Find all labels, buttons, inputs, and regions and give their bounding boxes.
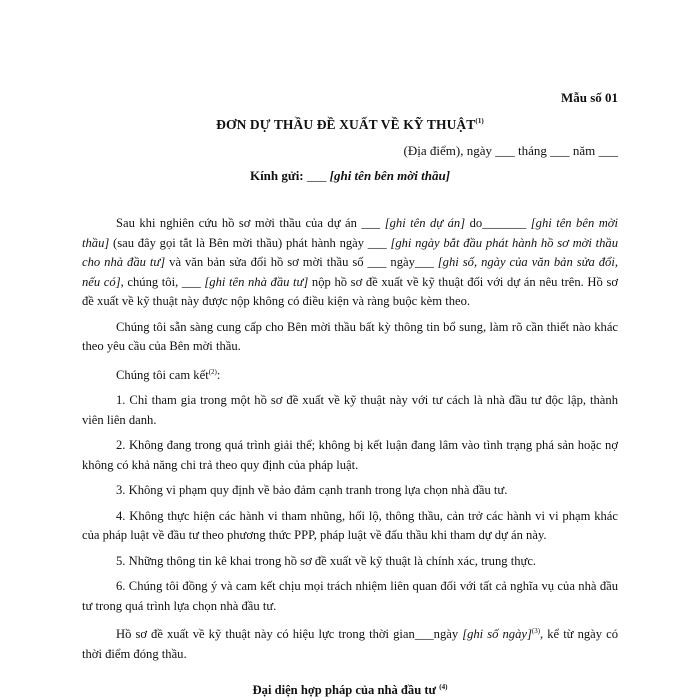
placeholder-text: [ghi số, ngày của văn bản sửa đổi, nếu có] <box>82 255 618 289</box>
paragraph-text: nộp hồ sơ đề xuất về kỹ thuật đối với dự án nêu trên. Hồ sơ đề xuất về kỹ thuật này được nộp không có điều kiện và ràng buộc kèm theo. <box>82 274 619 308</box>
recipient-line <box>0 168 700 184</box>
paragraph-text: Hồ sơ đề xuất về kỹ thuật này có hiệu lực trong thời gian___ngày <box>116 627 463 641</box>
title-footnote-ref: (1) <box>475 117 484 125</box>
paragraph-text: Sau khi nghiên cứu hồ sơ mời thầu của dự án ___ <box>116 216 385 230</box>
document-title <box>0 117 700 133</box>
body-paragraph <box>82 214 618 312</box>
body-paragraph <box>82 507 618 546</box>
paragraph-text: Chúng tôi sẵn sàng cung cấp cho Bên mời thầu bất kỳ thông tin bổ sung, làm rõ cần thiết nào khác theo yêu cầu của Bên mời thầu. <box>82 319 618 353</box>
paragraph-text: (sau đây gọi tắt là Bên mời thầu) phát hành ngày ___ <box>109 235 391 250</box>
footnote-ref: (3) <box>531 627 541 635</box>
placeholder-text: [ghi tên nhà đầu tư] <box>204 274 309 289</box>
paragraph-text: Chúng tôi cam kết <box>116 367 209 382</box>
paragraph-text: : <box>216 367 221 382</box>
signature-text: Đại diện hợp pháp của nhà đầu tư <box>252 683 437 697</box>
place-date-line: (Địa điểm), ngày ___ tháng ___ năm ___ <box>403 143 618 158</box>
signature-heading <box>0 683 700 698</box>
paragraph-text: 3. Không vi phạm quy định về bảo đảm cạnh tranh trong lựa chọn nhà đầu tư. <box>116 483 508 497</box>
paragraph-text: , kể từ ngày có thời điểm đóng thầu. <box>82 627 618 661</box>
paragraph-text: 4. Không thực hiện các hành vi tham nhũng, hối lộ, thông thầu, cản trở các hành vi vi phạm khác của pháp luật về đầu tư theo phương thức PPP, pháp luật về đấu thầu khi tham dự dự án này. <box>82 508 618 542</box>
placeholder-text: [ghi tên dự án] <box>384 216 466 230</box>
paragraph-text: do_______ <box>465 216 531 230</box>
paragraph-text: 6. Chúng tôi đồng ý và cam kết chịu mọi trách nhiệm liên quan đối với tất cả nghĩa vụ của nhà đầu tư trong quá trình lựa chọn nhà đầu tư. <box>82 579 618 613</box>
body-paragraph <box>82 363 618 386</box>
form-number: Mẫu số 01 <box>560 90 618 105</box>
document-body <box>82 214 618 670</box>
paragraph-text: 1. Chỉ tham gia trong một hồ sơ đề xuất về kỹ thuật này với tư cách là nhà đầu tư độc lập, thành viên liên danh. <box>82 393 618 427</box>
body-paragraph <box>82 318 618 357</box>
recipient-blank: ___ <box>306 168 327 183</box>
paragraph-text: 5. Những thông tin kê khai trong hồ sơ đề xuất về kỹ thuật là chính xác, trung thực. <box>116 553 537 568</box>
body-paragraph <box>82 622 618 664</box>
footnote-ref: (2) <box>208 367 217 376</box>
document-title-text: ĐƠN DỰ THẦU ĐỀ XUẤT VỀ KỸ THUẬT <box>216 117 476 132</box>
paragraph-text: 2. Không đang trong quá trình giải thể; không bị kết luận đang lâm vào tình trạng phá sản hoặc nợ không có khả năng chi trả theo quy định của pháp luật. <box>82 438 618 472</box>
recipient-label: Kính gửi: <box>249 168 304 183</box>
signature-footnote-ref: (4) <box>439 683 448 691</box>
placeholder-text: [ghi tên bên mời thầu] <box>82 216 619 250</box>
body-paragraph <box>82 436 618 475</box>
body-paragraph <box>82 391 618 430</box>
paragraph-text: và văn bản sửa đổi hồ sơ mời thầu số ___ ngày___ <box>165 255 438 269</box>
body-paragraph <box>82 577 618 616</box>
body-paragraph <box>82 552 618 572</box>
recipient-value: [ghi tên bên mời thầu] <box>329 168 451 183</box>
body-paragraph <box>82 481 618 501</box>
paragraph-text: , chúng tôi, ___ <box>120 274 205 289</box>
placeholder-text: [ghi ngày bắt đầu phát hành hồ sơ mời thầu cho nhà đầu tư] <box>82 235 619 269</box>
placeholder-text: [ghi số ngày] <box>462 627 532 641</box>
